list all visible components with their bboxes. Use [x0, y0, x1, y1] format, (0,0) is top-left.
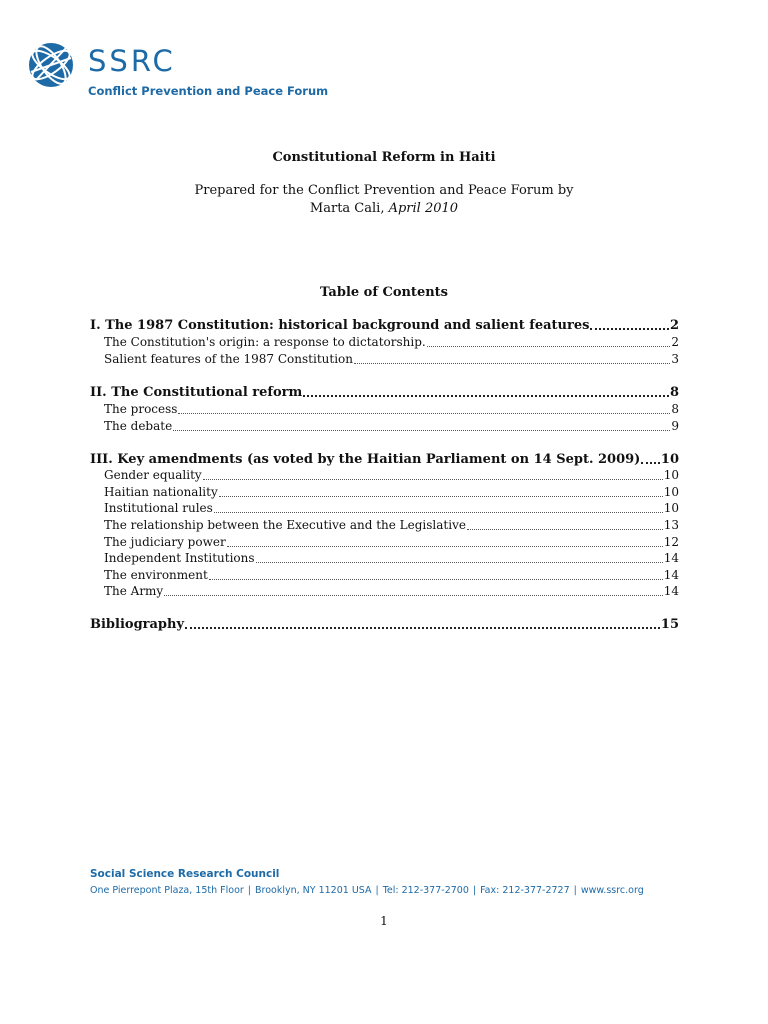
toc-leader-dots	[354, 351, 670, 364]
toc-leader-dots	[467, 517, 663, 530]
footer-address-part: www.ssrc.org	[580, 885, 644, 896]
toc-entry-label: The relationship between the Executive and the Legislative	[104, 518, 466, 532]
toc-entry-page: 10	[663, 468, 679, 482]
logo-name: SSRC	[88, 44, 176, 78]
toc-subsection-entry[interactable]	[104, 550, 679, 567]
toc-entry-label: Institutional rules	[104, 501, 213, 515]
toc-leader-dots	[427, 334, 671, 347]
footer-org: Social Science Research Council	[90, 868, 280, 880]
toc-subsection-entry[interactable]	[104, 484, 679, 501]
toc-entry-label: III. Key amendments (as voted by the Haitian Parliament on 14 Sept. 2009)	[90, 452, 641, 467]
toc-leader-dots	[214, 500, 663, 513]
toc-section-entry[interactable]	[90, 451, 679, 468]
footer-address-part: Fax: 212-377-2727	[480, 885, 570, 896]
toc-entry-page: 10	[660, 452, 679, 467]
toc-leader-dots	[256, 550, 663, 563]
toc-entry-label: The environment	[104, 568, 208, 582]
footer	[90, 868, 644, 896]
toc-leader-dots	[209, 567, 663, 580]
footer-separator: |	[573, 885, 577, 896]
toc-entry-label: The judiciary power	[104, 535, 226, 549]
toc-entry-label: The debate	[104, 419, 173, 433]
toc-subsection-entry[interactable]	[104, 534, 679, 551]
ssrc-logo	[26, 40, 346, 102]
globe-icon	[26, 40, 76, 90]
footer-separator: |	[247, 885, 251, 896]
toc-entry-label: Haitian nationality	[104, 485, 218, 499]
footer-address	[90, 885, 644, 896]
toc-section-entry[interactable]	[90, 384, 679, 401]
toc-entry-page: 8	[671, 402, 679, 416]
toc-leader-dots	[164, 583, 663, 596]
footer-separator: |	[472, 885, 477, 896]
toc-entry-label: II. The Constitutional reform	[90, 385, 303, 400]
toc-entry-page: 12	[663, 535, 679, 549]
toc-entry-page: 8	[669, 385, 679, 400]
toc-leader-dots	[590, 316, 669, 330]
toc-section-entry[interactable]	[90, 317, 679, 334]
toc-entry-label: Independent Institutions	[104, 551, 255, 565]
toc-section-entry[interactable]	[90, 616, 679, 633]
toc-subsection-entry[interactable]	[104, 418, 679, 435]
toc-entry-page: 14	[663, 584, 679, 598]
page-number: 1	[380, 914, 388, 928]
footer-address-part: Brooklyn, NY 11201 USA	[254, 885, 372, 896]
toc-subsection-entry[interactable]	[104, 500, 679, 517]
toc-subsection-entry[interactable]	[104, 351, 679, 368]
toc-entry-page: 10	[663, 485, 679, 499]
toc-entry-page: 15	[660, 617, 679, 632]
toc-entry-page: 2	[671, 335, 679, 349]
footer-separator: |	[375, 885, 379, 896]
toc-entry-page: 10	[663, 501, 679, 515]
toc-entry-page: 9	[671, 419, 679, 433]
toc-entry-label: Salient features of the 1987 Constitution	[104, 352, 353, 366]
toc-leader-dots	[641, 450, 660, 464]
footer-address-part: One Pierrepont Plaza, 15th Floor	[90, 885, 244, 896]
toc-heading: Table of Contents	[320, 285, 448, 300]
document-date: April 2010	[388, 201, 459, 216]
toc-subsection-entry[interactable]	[104, 517, 679, 534]
document-title: Constitutional Reform in Haiti	[272, 150, 496, 165]
toc-entry-label: The process	[104, 402, 178, 416]
footer-address-part: Tel: 212-377-2700	[382, 885, 469, 896]
toc-subsection-entry[interactable]	[104, 567, 679, 584]
toc-entry-label: Gender equality	[104, 468, 202, 482]
toc-subsection-entry[interactable]	[104, 334, 679, 351]
toc-entry-page: 14	[663, 568, 679, 582]
toc-entry-label: I. The 1987 Constitution: historical background and salient features	[90, 318, 590, 333]
toc-leader-dots	[173, 418, 670, 431]
toc-subsection-entry[interactable]	[104, 401, 679, 418]
toc-leader-dots	[203, 467, 663, 480]
logo-subtitle: Conflict Prevention and Peace Forum	[88, 84, 329, 98]
toc-leader-dots	[303, 383, 669, 397]
toc-entry-page: 3	[671, 352, 679, 366]
toc-entry-label: The Army	[104, 584, 164, 598]
toc-leader-dots	[227, 534, 663, 547]
toc-leader-dots	[178, 401, 670, 414]
toc-leader-dots	[185, 615, 660, 629]
toc-entry-page: 2	[669, 318, 679, 333]
toc-entry-page: 14	[663, 551, 679, 565]
author-name: Marta Cali,	[309, 201, 385, 216]
toc-entry-label: The Constitution's origin: a response to dictatorship.	[104, 335, 426, 349]
toc-subsection-entry[interactable]	[104, 467, 679, 484]
prepared-line: Prepared for the Conflict Prevention and Peace Forum by	[194, 183, 574, 198]
toc-entry-label: Bibliography	[90, 617, 185, 632]
author-line	[0, 201, 768, 216]
toc-leader-dots	[219, 484, 663, 497]
toc-subsection-entry[interactable]	[104, 583, 679, 600]
toc-entry-page: 13	[663, 518, 679, 532]
